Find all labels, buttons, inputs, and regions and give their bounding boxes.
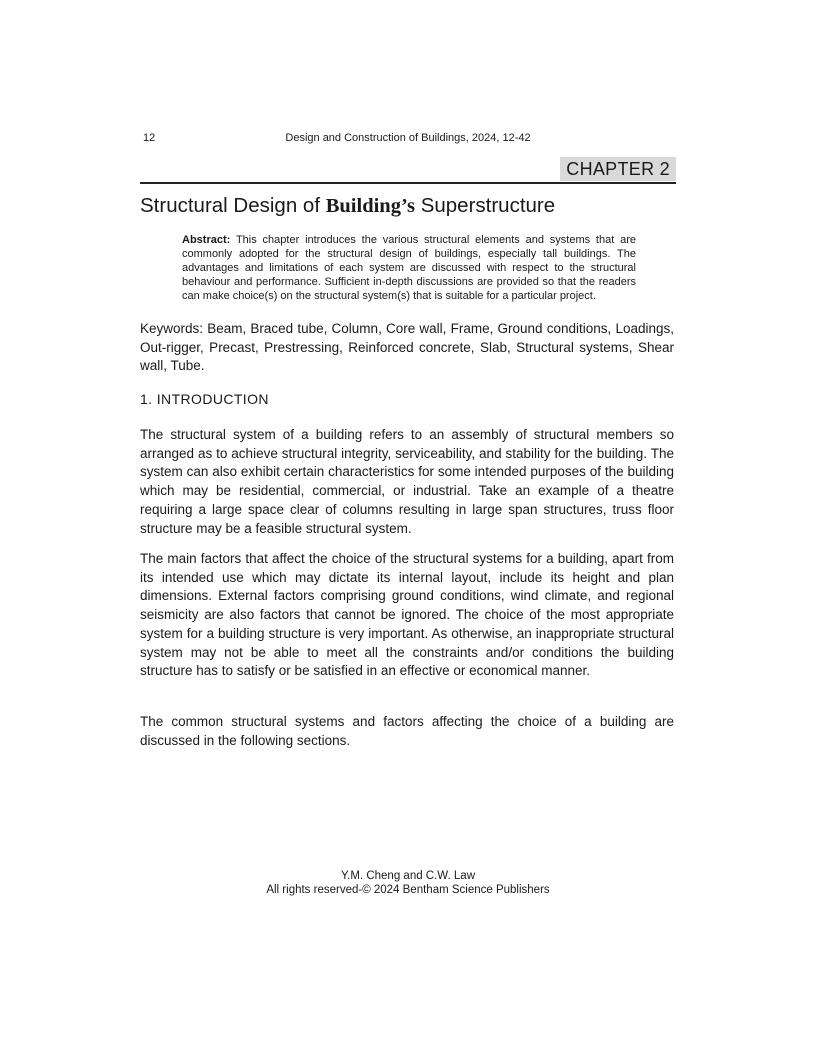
paragraph-1: The structural system of a building refers to an assembly of structural members so arranged as to achieve structural integrity, serviceability, and stability for the building. The system can also exhibit certain characteristics for some intended purposes of the building which may be residential, commercial, or industrial. Take an example of a theatre requiring a large space clear of columns resulting in large span structures, truss floor structure may be a feasible structural system. [140, 427, 674, 536]
keywords-label: Keywords: [140, 321, 204, 336]
abstract-text: This chapter introduces the various structural elements and systems that are commonly adopted for the structural design of buildings, especially tall buildings. The advantages and limitations of each system are discussed with respect to the structural behaviour and performance. Sufficient in-depth discussions are provided so that the readers can make choice(s) on the structural system(s) that is suitable for a particular project. [182, 234, 637, 302]
abstract-block [182, 234, 636, 304]
footer-rights: All rights reserved-© 2024 Bentham Science Publishers [266, 884, 550, 896]
chapter-title [140, 192, 676, 220]
running-header [140, 132, 676, 147]
paragraph-2: The main factors that affect the choice of the structural systems for a building, apart from its intended use which may dictate its internal layout, include its height and plan dimensions. External factors comprising ground conditions, wind climate, and regional seismicity are also factors that cannot be ignored. The choice of the most appropriate system for a building structure is very important. As otherwise, an inappropriate structural system may not be able to meet all the constraints and/or conditions the building structure has to satisfy or be satisfied in an effective or economical manner. [140, 551, 674, 679]
section-heading-introduction: 1. INTRODUCTION [140, 391, 269, 407]
paragraph-3: The common structural systems and factors affecting the choice of a building are discussed in the following sections. [140, 714, 674, 748]
footer-authors: Y.M. Cheng and C.W. Law [340, 870, 476, 882]
page-footer [140, 869, 676, 897]
chapter-title-part2: Building’s [325, 195, 415, 217]
keywords-block [140, 320, 674, 376]
chapter-title-part1: Structural Design of [140, 194, 326, 217]
page-number: 12 [143, 132, 156, 144]
header-rule [140, 182, 676, 184]
running-title: Design and Construction of Buildings, 2024, 12-42 [285, 132, 531, 144]
chapter-title-part3: Superstructure [415, 194, 556, 217]
abstract-label: Abstract: [182, 234, 231, 246]
chapter-label: CHAPTER 2 [560, 157, 676, 181]
keywords-text: Beam, Braced tube, Column, Core wall, Frame, Ground conditions, Loadings, Out-rigger, Precast, Prestressing, Reinforced concrete, Slab, Structural systems, Shear wall, Tube. [140, 321, 674, 374]
